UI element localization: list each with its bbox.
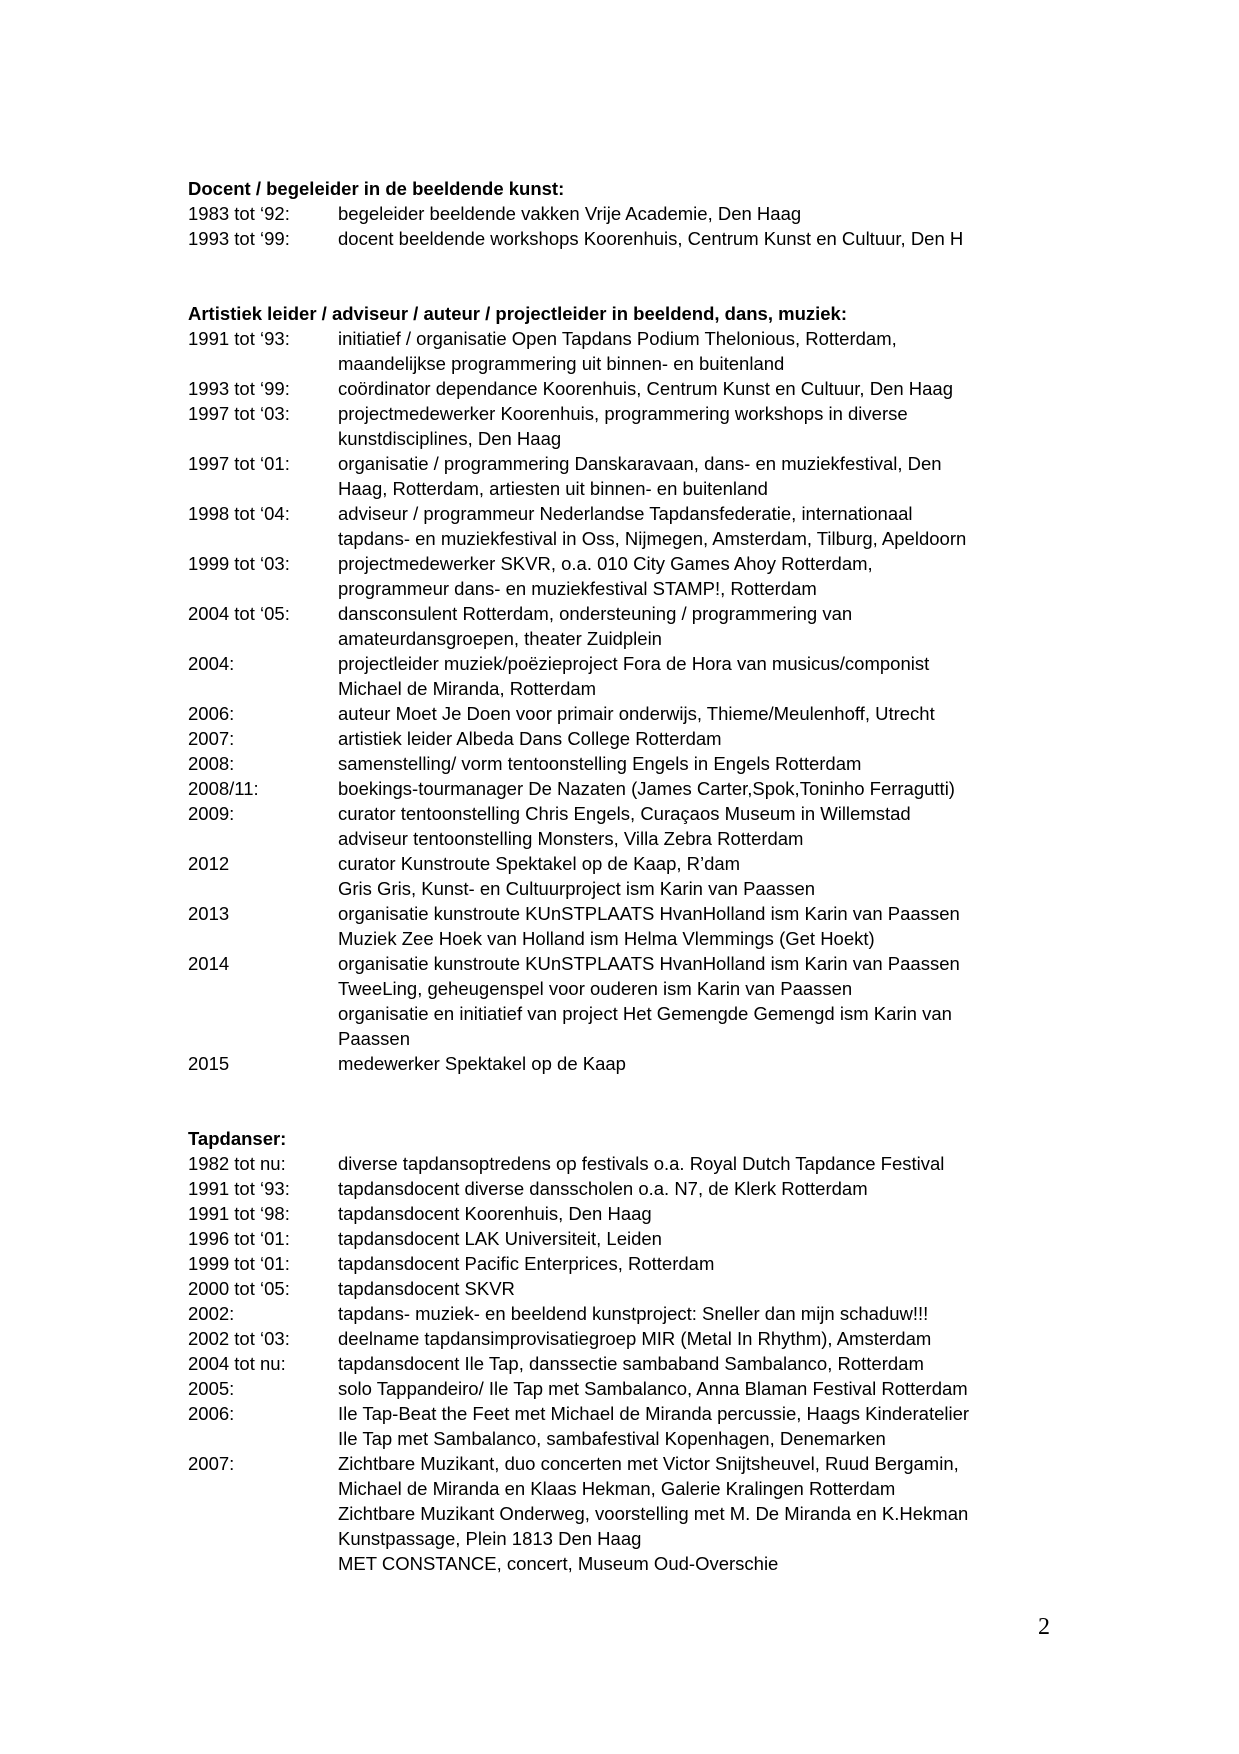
entry-description bbox=[338, 1376, 1068, 1401]
entry-date: 2007: bbox=[188, 728, 235, 749]
entry-description-line: Kunstpassage, Plein 1813 Den Haag bbox=[338, 1528, 642, 1549]
entry-description-line: organisatie kunstroute KUnSTPLAATS HvanHolland ism Karin van Paassen bbox=[338, 903, 960, 924]
entry-date: 2004 tot nu: bbox=[188, 1353, 286, 1374]
entry-date: 1993 tot ‘99: bbox=[188, 228, 290, 249]
cv-entry bbox=[188, 1151, 1068, 1176]
entry-description bbox=[338, 1326, 1068, 1351]
entry-description-line: coördinator dependance Koorenhuis, Centrum Kunst en Cultuur, Den Haag bbox=[338, 378, 953, 399]
cv-section bbox=[188, 1126, 1068, 1576]
cv-entry bbox=[188, 1351, 1068, 1376]
entry-date: 1991 tot ‘93: bbox=[188, 1178, 290, 1199]
entry-date: 1998 tot ‘04: bbox=[188, 503, 290, 524]
entry-description-line: Michael de Miranda, Rotterdam bbox=[338, 678, 597, 699]
cv-entry bbox=[188, 1226, 1068, 1251]
entry-date: 2009: bbox=[188, 803, 235, 824]
entry-description-line: organisatie kunstroute KUnSTPLAATS HvanHolland ism Karin van Paassen bbox=[338, 953, 960, 974]
entry-description-line: organisatie / programmering Danskaravaan, dans- en muziekfestival, Den bbox=[338, 453, 942, 474]
entry-date: 2008: bbox=[188, 753, 235, 774]
entry-description bbox=[338, 1051, 1068, 1076]
entry-description bbox=[338, 1226, 1068, 1251]
entry-description bbox=[338, 501, 1068, 551]
entry-description-line: Zichtbare Muzikant, duo concerten met Victor Snijtsheuvel, Ruud Bergamin, bbox=[338, 1453, 959, 1474]
entry-description-line: programmeur dans- en muziekfestival STAMP!, Rotterdam bbox=[338, 578, 817, 599]
entry-description-line: projectmedewerker Koorenhuis, programmering workshops in diverse bbox=[338, 403, 908, 424]
cv-entry bbox=[188, 1376, 1068, 1401]
cv-entry bbox=[188, 601, 1068, 651]
cv-entry bbox=[188, 1251, 1068, 1276]
entry-date: 2005: bbox=[188, 1378, 235, 1399]
cv-entry bbox=[188, 401, 1068, 451]
entry-description-line: tapdansdocent Koorenhuis, Den Haag bbox=[338, 1203, 652, 1224]
entry-date: 2000 tot ‘05: bbox=[188, 1278, 290, 1299]
entry-date: 2012 bbox=[188, 853, 230, 874]
entry-date: 1997 tot ‘01: bbox=[188, 453, 290, 474]
entry-description-line: artistiek leider Albeda Dans College Rotterdam bbox=[338, 728, 722, 749]
cv-entry bbox=[188, 1301, 1068, 1326]
entry-description bbox=[338, 1251, 1068, 1276]
entry-description bbox=[338, 1451, 1068, 1576]
cv-entry bbox=[188, 701, 1068, 726]
cv-entry bbox=[188, 1276, 1068, 1301]
entry-date: 2006: bbox=[188, 703, 235, 724]
entry-date: 1993 tot ‘99: bbox=[188, 378, 290, 399]
cv-entry bbox=[188, 376, 1068, 401]
cv-entry bbox=[188, 1451, 1068, 1576]
entry-description-line: organisatie en initiatief van project Het Gemengde Gemengd ism Karin van bbox=[338, 1003, 952, 1024]
entry-description bbox=[338, 451, 1068, 501]
entry-description bbox=[338, 401, 1068, 451]
entry-date: 2008/11: bbox=[188, 778, 259, 799]
entry-description-line: adviseur / programmeur Nederlandse Tapdansfederatie, internationaal bbox=[338, 503, 913, 524]
entry-description bbox=[338, 601, 1068, 651]
entry-description bbox=[338, 551, 1068, 601]
cv-entry bbox=[188, 751, 1068, 776]
entry-date: 1999 tot ‘03: bbox=[188, 553, 290, 574]
entry-description-line: tapdans- muziek- en beeldend kunstproject: Sneller dan mijn schaduw!!! bbox=[338, 1303, 929, 1324]
entry-description-line: Michael de Miranda en Klaas Hekman, Galerie Kralingen Rotterdam bbox=[338, 1478, 896, 1499]
entry-description bbox=[338, 751, 1068, 776]
entry-description-line: medewerker Spektakel op de Kaap bbox=[338, 1053, 626, 1074]
entry-description-line: deelname tapdansimprovisatiegroep MIR (Metal In Rhythm), Amsterdam bbox=[338, 1328, 932, 1349]
entry-description-line: projectmedewerker SKVR, o.a. 010 City Games Ahoy Rotterdam, bbox=[338, 553, 873, 574]
entry-date: 2004: bbox=[188, 653, 235, 674]
entry-description bbox=[338, 1151, 1068, 1176]
cv-entry bbox=[188, 326, 1068, 376]
entry-date: 2007: bbox=[188, 1453, 235, 1474]
entry-description bbox=[338, 1401, 1068, 1451]
entry-description-line: boekings-tourmanager De Nazaten (James Carter,Spok,Toninho Ferragutti) bbox=[338, 778, 955, 799]
cv-section bbox=[188, 301, 1068, 1076]
entry-date: 1996 tot ‘01: bbox=[188, 1228, 290, 1249]
entry-date: 2002: bbox=[188, 1303, 235, 1324]
entry-description-line: tapdansdocent LAK Universiteit, Leiden bbox=[338, 1228, 662, 1249]
entry-description-line: solo Tappandeiro/ Ile Tap met Sambalanco, Anna Blaman Festival Rotterdam bbox=[338, 1378, 968, 1399]
entry-description-line: diverse tapdansoptredens op festivals o.a. Royal Dutch Tapdance Festival bbox=[338, 1153, 945, 1174]
cv-entry bbox=[188, 801, 1068, 851]
cv-entry bbox=[188, 851, 1068, 901]
entry-description bbox=[338, 1351, 1068, 1376]
entry-description-line: tapdansdocent SKVR bbox=[338, 1278, 515, 1299]
entry-description-line: begeleider beeldende vakken Vrije Academie, Den Haag bbox=[338, 203, 802, 224]
cv-section bbox=[188, 176, 1068, 251]
cv-entry bbox=[188, 651, 1068, 701]
cv-entry bbox=[188, 901, 1068, 951]
entry-description-line: tapdans- en muziekfestival in Oss, Nijmegen, Amsterdam, Tilburg, Apeldoorn bbox=[338, 528, 967, 549]
entry-description bbox=[338, 726, 1068, 751]
cv-entry bbox=[188, 1326, 1068, 1351]
cv-entry bbox=[188, 951, 1068, 1051]
entry-description-line: TweeLing, geheugenspel voor ouderen ism Karin van Paassen bbox=[338, 978, 853, 999]
entry-description-line: MET CONSTANCE, concert, Museum Oud-Overschie bbox=[338, 1553, 779, 1574]
entry-description-line: amateurdansgroepen, theater Zuidplein bbox=[338, 628, 662, 649]
entry-description-line: Paassen bbox=[338, 1028, 410, 1049]
entry-description-line: curator Kunstroute Spektakel op de Kaap, R’dam bbox=[338, 853, 741, 874]
entry-date: 2004 tot ‘05: bbox=[188, 603, 290, 624]
entry-description-line: Muziek Zee Hoek van Holland ism Helma Vlemmings (Get Hoekt) bbox=[338, 928, 875, 949]
cv-entry bbox=[188, 201, 1068, 226]
entry-description bbox=[338, 376, 1068, 401]
entry-description-line: Zichtbare Muzikant Onderweg, voorstelling met M. De Miranda en K.Hekman bbox=[338, 1503, 969, 1524]
entry-description-line: Haag, Rotterdam, artiesten uit binnen- en buitenland bbox=[338, 478, 768, 499]
entry-description-line: adviseur tentoonstelling Monsters, Villa Zebra Rotterdam bbox=[338, 828, 804, 849]
entry-description bbox=[338, 901, 1068, 951]
entry-description bbox=[338, 326, 1068, 376]
entry-description bbox=[338, 1201, 1068, 1226]
cv-entry bbox=[188, 226, 1068, 251]
entry-description bbox=[338, 1276, 1068, 1301]
entry-date: 1991 tot ‘98: bbox=[188, 1203, 290, 1224]
cv-entry bbox=[188, 551, 1068, 601]
cv-entry bbox=[188, 776, 1068, 801]
entry-date: 2014 bbox=[188, 953, 230, 974]
cv-entry bbox=[188, 501, 1068, 551]
entry-description-line: samenstelling/ vorm tentoonstelling Engels in Engels Rotterdam bbox=[338, 753, 862, 774]
entry-description bbox=[338, 801, 1068, 851]
entry-description bbox=[338, 851, 1068, 901]
entry-date: 2002 tot ‘03: bbox=[188, 1328, 290, 1349]
entry-description-line: dansconsulent Rotterdam, ondersteuning / programmering van bbox=[338, 603, 853, 624]
entry-description-line: projectleider muziek/poëzieproject Fora de Hora van musicus/componist bbox=[338, 653, 930, 674]
cv-entry bbox=[188, 1401, 1068, 1451]
entry-date: 2013 bbox=[188, 903, 230, 924]
entry-date: 1997 tot ‘03: bbox=[188, 403, 290, 424]
entry-description bbox=[338, 776, 1068, 801]
entry-description bbox=[338, 701, 1068, 726]
entry-description bbox=[338, 1176, 1068, 1201]
entry-description-line: Gris Gris, Kunst- en Cultuurproject ism Karin van Paassen bbox=[338, 878, 816, 899]
entry-date: 1991 tot ‘93: bbox=[188, 328, 290, 349]
page-number: 2 bbox=[1038, 1614, 1050, 1640]
cv-entry bbox=[188, 726, 1068, 751]
entry-description-line: maandelijkse programmering uit binnen- en buitenland bbox=[338, 353, 785, 374]
entry-date: 1983 tot ‘92: bbox=[188, 203, 290, 224]
entry-description-line: tapdansdocent diverse dansscholen o.a. N7, de Klerk Rotterdam bbox=[338, 1178, 868, 1199]
entry-date: 2006: bbox=[188, 1403, 235, 1424]
entry-description bbox=[338, 1301, 1068, 1326]
entry-description-line: tapdansdocent Ile Tap, danssectie sambaband Sambalanco, Rotterdam bbox=[338, 1353, 924, 1374]
entry-description-line: tapdansdocent Pacific Enterprices, Rotterdam bbox=[338, 1253, 715, 1274]
section-heading: Docent / begeleider in de beeldende kunst: bbox=[188, 178, 565, 199]
cv-entry bbox=[188, 451, 1068, 501]
entry-description bbox=[338, 226, 1068, 251]
entry-description-line: Ile Tap met Sambalanco, sambafestival Kopenhagen, Denemarken bbox=[338, 1428, 886, 1449]
document-page bbox=[188, 176, 1068, 1576]
entry-description-line: Ile Tap-Beat the Feet met Michael de Miranda percussie, Haags Kinderatelier bbox=[338, 1403, 970, 1424]
entry-description-line: curator tentoonstelling Chris Engels, Curaçaos Museum in Willemstad bbox=[338, 803, 911, 824]
section-heading: Artistiek leider / adviseur / auteur / projectleider in beeldend, dans, muziek: bbox=[188, 303, 847, 324]
entry-date: 1999 tot ‘01: bbox=[188, 1253, 290, 1274]
entry-date: 2015 bbox=[188, 1053, 230, 1074]
entry-date: 1982 tot nu: bbox=[188, 1153, 286, 1174]
entry-description bbox=[338, 201, 1068, 226]
entry-description-line: docent beeldende workshops Koorenhuis, Centrum Kunst en Cultuur, Den H bbox=[338, 228, 964, 249]
entry-description bbox=[338, 951, 1068, 1051]
cv-entry bbox=[188, 1201, 1068, 1226]
cv-entry bbox=[188, 1176, 1068, 1201]
entry-description-line: initiatief / organisatie Open Tapdans Podium Thelonious, Rotterdam, bbox=[338, 328, 897, 349]
entry-description bbox=[338, 651, 1068, 701]
cv-entry bbox=[188, 1051, 1068, 1076]
section-heading: Tapdanser: bbox=[188, 1128, 287, 1149]
entry-description-line: auteur Moet Je Doen voor primair onderwijs, Thieme/Meulenhoff, Utrecht bbox=[338, 703, 935, 724]
entry-description-line: kunstdisciplines, Den Haag bbox=[338, 428, 562, 449]
